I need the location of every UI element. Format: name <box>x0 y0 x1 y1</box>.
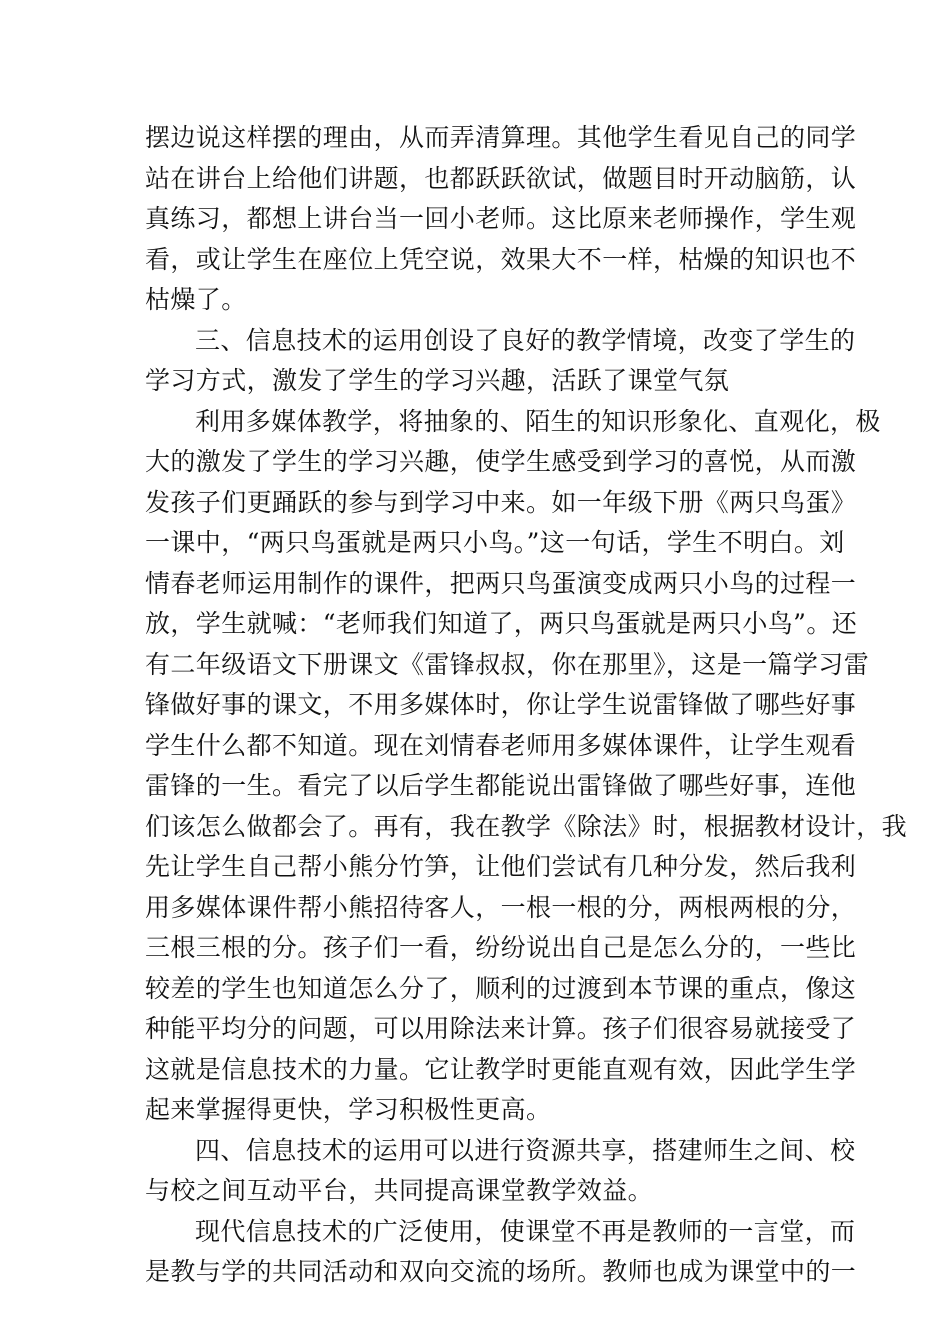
paragraph-first-line: 三、信息技术的运用创设了良好的教学情境，改变了学生的 <box>195 325 856 355</box>
text-line: 真练习，都想上讲台当一回小老师。这比原来老师操作，学生观 <box>145 204 857 233</box>
paragraph-first-line: 四、信息技术的运用可以进行资源共享，搭建师生之间、校 <box>195 1135 856 1165</box>
text-line: 是教与学的共同活动和双向交流的场所。教师也成为课堂中的一 <box>145 1257 857 1286</box>
text-line: 学生什么都不知道。现在刘情春老师用多媒体课件，让学生观看 <box>145 730 857 760</box>
text-line: 三根三根的分。孩子们一看，纷纷说出自己是怎么分的，一些比 <box>145 933 857 962</box>
text-line: 情春老师运用制作的课件，把两只鸟蛋演变成两只小鸟的过程一 <box>145 568 857 598</box>
text-line: 大的激发了学生的学习兴趣，使学生感受到学习的喜悦，从而激 <box>145 447 857 476</box>
text-line: 种能平均分的问题，可以用除法来计算。孩子们很容易就接受了 <box>145 1014 857 1043</box>
text-line: 站在讲台上给他们讲题，也都跃跃欲试，做题目时开动脑筋，认 <box>145 163 857 193</box>
text-line: 一课中，“两只鸟蛋就是两只小鸟。”这一句话，学生不明白。刘 <box>145 528 845 557</box>
text-line: 雷锋的一生。看完了以后学生都能说出雷锋做了哪些好事，连他 <box>145 771 857 800</box>
text-line: 用多媒体课件帮小熊招待客人，一根一根的分，两根两根的分， <box>145 892 857 922</box>
text-line: 枯燥了。 <box>145 285 247 314</box>
text-line: 摆边说这样摆的理由，从而弄清算理。其他学生看见自己的同学 <box>145 123 857 152</box>
text-line: 较差的学生也知道怎么分了，顺利的过渡到本节课的重点，像这 <box>145 973 857 1003</box>
paragraph-first-line: 利用多媒体教学，将抽象的、陌生的知识形象化、直观化，极 <box>195 406 881 436</box>
text-line: 发孩子们更踊跃的参与到学习中来。如一年级下册《两只鸟蛋》 <box>145 487 857 517</box>
document-page <box>145 118 908 1293</box>
text-line: 锋做好事的课文，不用多媒体时，你让学生说雷锋做了哪些好事 <box>145 690 857 719</box>
text-line: 放，学生就喊：“老师我们知道了，两只鸟蛋就是两只小鸟”。还 <box>145 609 858 638</box>
text-line: 与校之间互动平台，共同提高课堂教学效益。 <box>145 1176 654 1205</box>
paragraph-first-line: 现代信息技术的广泛使用，使课堂不再是教师的一言堂，而 <box>195 1216 856 1246</box>
text-line: 起来掌握得更快，学习积极性更高。 <box>145 1095 552 1124</box>
text-line: 这就是信息技术的力量。它让教学时更能直观有效，因此学生学 <box>145 1054 857 1084</box>
text-line: 学习方式，激发了学生的学习兴趣，活跃了课堂气氛 <box>145 366 730 395</box>
text-line: 们该怎么做都会了。再有，我在教学《除法》时，根据教材设计，我 <box>145 811 908 841</box>
text-line: 看，或让学生在座位上凭空说，效果大不一样，枯燥的知识也不 <box>145 244 857 274</box>
text-line: 先让学生自己帮小熊分竹笋，让他们尝试有几种分发，然后我利 <box>145 852 857 881</box>
text-line: 有二年级语文下册课文《雷锋叔叔，你在那里》，这是一篇学习雷 <box>145 649 870 679</box>
